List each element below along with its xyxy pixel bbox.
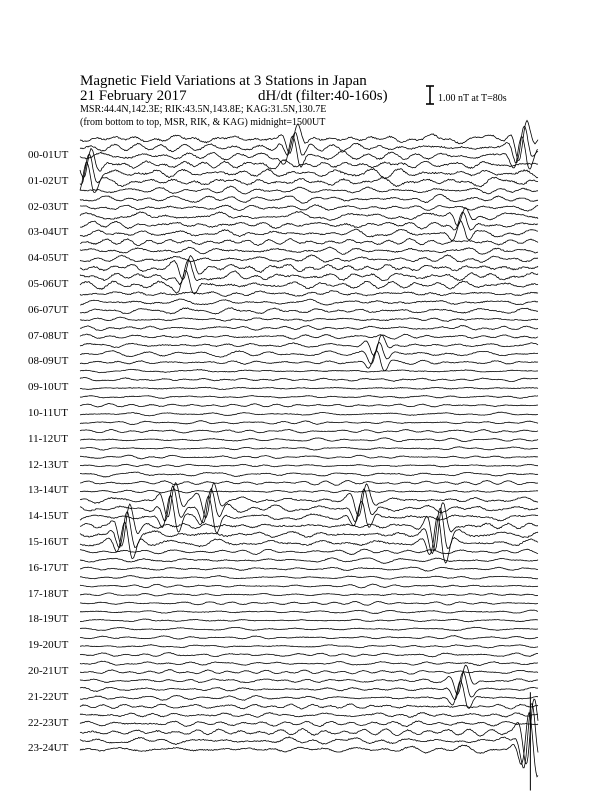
trace-kag: [80, 412, 538, 416]
hour-row: [80, 653, 538, 675]
hour-label: 06-07UT: [28, 303, 69, 316]
hour-row: [80, 447, 538, 467]
chart-quantity: dH/dt (filter:40-160s): [258, 88, 388, 104]
hour-row: [80, 576, 538, 596]
trace-kag: [80, 438, 538, 442]
trace-kag: [80, 308, 538, 314]
trace-rik: [80, 430, 538, 434]
hour-label: 04-05UT: [28, 252, 69, 265]
hour-label: 09-10UT: [28, 381, 69, 394]
hour-row: [80, 627, 538, 648]
hour-label: 11-12UT: [28, 432, 68, 445]
trace-rik: [80, 404, 538, 408]
hour-row: [80, 699, 538, 777]
hour-row: [80, 120, 538, 169]
hour-label: 22-23UT: [28, 716, 69, 729]
trace-rik: [80, 299, 538, 305]
trace-msr: [80, 549, 538, 555]
trace-rik: [80, 704, 538, 768]
trace-msr: [80, 317, 538, 321]
hour-label: 12-13UT: [28, 458, 69, 471]
hour-row: [80, 317, 538, 339]
scale-bar-label: 1.00 nT at T=80s: [438, 93, 507, 104]
trace-msr: [80, 602, 538, 606]
hour-label: 20-21UT: [28, 665, 69, 677]
trace-rik: [80, 455, 538, 459]
trace-rik: [80, 672, 538, 700]
trace-rik: [80, 713, 538, 718]
trace-kag: [80, 593, 538, 596]
hour-label: 14-15UT: [28, 510, 69, 523]
trace-msr: [80, 576, 538, 580]
hour-row: [80, 369, 538, 389]
hour-row: [80, 704, 538, 727]
hour-row: [80, 256, 538, 294]
trace-rik: [80, 377, 538, 381]
hour-label: 21-22UT: [28, 690, 69, 703]
trace-rik: [80, 584, 538, 588]
hour-label: 16-17UT: [28, 561, 69, 574]
hour-row: [80, 291, 538, 314]
hour-row: [80, 335, 538, 371]
trace-msr: [80, 186, 538, 194]
hour-row: [80, 186, 538, 211]
trace-msr: [80, 627, 538, 630]
trace-rik: [80, 610, 538, 613]
trace-kag: [80, 619, 538, 622]
hour-label: 15-16UT: [28, 536, 69, 548]
trace-rik: [80, 194, 538, 203]
trace-kag: [80, 387, 538, 389]
trace-msr: [80, 653, 538, 657]
trace-msr: [80, 483, 538, 518]
trace-msr: [80, 503, 538, 550]
hour-row: [80, 208, 538, 241]
hour-row: [80, 396, 538, 416]
chart-title: Magnetic Field Variations at 3 Stations in Japan: [80, 73, 367, 89]
hour-label: 17-18UT: [28, 587, 69, 600]
trace-msr: [80, 665, 538, 695]
hour-label: 01-02UT: [28, 174, 69, 187]
trace-rik: [80, 661, 538, 665]
hour-label: 13-14UT: [28, 484, 69, 497]
trace-msr: [80, 472, 538, 477]
trace-msr: [80, 396, 538, 399]
chart-date: 21 February 2017: [80, 88, 187, 104]
trace-kag: [80, 645, 538, 648]
trace-rik: [80, 259, 538, 284]
trace-kag: [80, 464, 538, 467]
hour-label: 05-06UT: [28, 278, 69, 290]
hour-row: [80, 549, 538, 571]
hour-label: 03-04UT: [28, 226, 69, 239]
scale-bar: [426, 86, 434, 104]
trace-msr: [80, 291, 538, 297]
station-order-note: (from bottom to top, MSR, RIK, & KAG) midnight=1500UT: [80, 117, 326, 128]
hour-label: 02-03UT: [28, 200, 69, 213]
hour-label: 10-11UT: [28, 407, 68, 419]
trace-msr: [80, 369, 538, 372]
trace-msr: [80, 699, 538, 764]
station-coordinates: MSR:44.4N,142.3E; RIK:43.5N,143.8E; KAG:31.5N,130.7E: [80, 104, 327, 115]
hour-label: 23-24UT: [28, 742, 69, 755]
hour-label: 18-19UT: [28, 613, 69, 626]
hour-label: 07-08UT: [28, 329, 69, 342]
hour-row: [80, 602, 538, 622]
hour-row: [80, 238, 538, 262]
trace-kag: [80, 713, 538, 777]
trace-kag: [80, 162, 538, 192]
trace-kag: [80, 495, 538, 533]
trace-kag: [80, 255, 538, 263]
hour-label: 00-01UT: [28, 149, 69, 161]
trace-kag: [80, 490, 538, 493]
trace-msr: [80, 447, 538, 450]
trace-rik: [80, 558, 538, 564]
trace-msr: [80, 149, 538, 179]
trace-kag: [80, 567, 538, 571]
trace-rik: [80, 247, 538, 255]
hour-label: 19-20UT: [28, 639, 69, 652]
trace-kag: [80, 205, 538, 212]
trace-kag: [80, 334, 538, 339]
trace-kag: [80, 721, 538, 727]
trace-rik: [80, 636, 538, 639]
hour-row: [80, 421, 538, 442]
trace-rik: [80, 480, 538, 485]
trace-msr: [80, 421, 538, 425]
hour-label: 08-09UT: [28, 355, 69, 368]
trace-msr: [80, 208, 538, 226]
trace-rik: [80, 326, 538, 331]
hour-row: [80, 503, 538, 563]
hour-row: [80, 472, 538, 493]
